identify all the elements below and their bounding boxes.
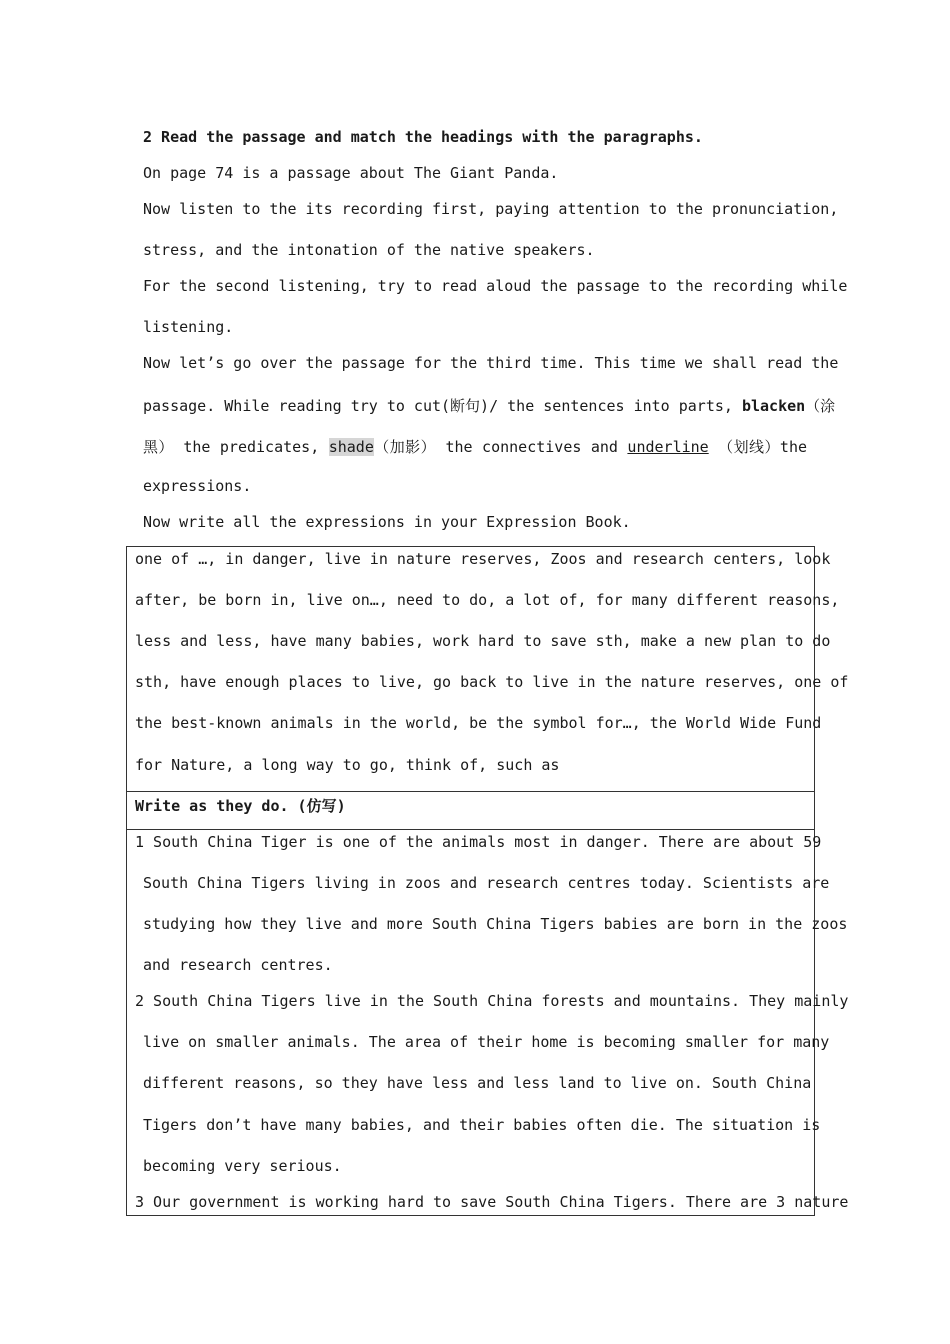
underline-gloss: （划线）the: [718, 438, 808, 456]
paragraph-line: 3 Our government is working hard to save South China Tigers. There are 3 nature: [135, 1193, 849, 1211]
paragraph-line: 1 South China Tiger is one of the animals most in danger. There are about 59: [135, 833, 822, 851]
paragraph-line: Tigers don’t have many babies, and their babies often die. The situation is: [143, 1116, 821, 1134]
instruction-line: listening.: [143, 318, 234, 336]
blacken-gloss: （涂: [805, 397, 836, 415]
paragraph-line: 2 South China Tigers live in the South China forests and mountains. They mainly: [135, 992, 849, 1010]
expression-line: sth, have enough places to live, go back to live in the nature reserves, one of: [135, 673, 849, 691]
expression-line: after, be born in, live on…, need to do, a lot of, for many different reasons,: [135, 591, 840, 609]
shade-term: shade: [328, 438, 374, 456]
instruction-line: expressions.: [143, 477, 252, 495]
expression-line: the best-known animals in the world, be the symbol for…, the World Wide Fund: [135, 714, 822, 732]
instruction-line: [143, 436, 807, 457]
instruction-line: Now let’s go over the passage for the third time. This time we shall read the: [143, 354, 839, 372]
blacken-term: blacken: [741, 397, 806, 415]
exercise-heading: 2 Read the passage and match the headings with the paragraphs.: [143, 128, 703, 146]
instruction-line: Now listen to the its recording first, paying attention to the pronunciation,: [143, 200, 839, 218]
instruction-line: Now write all the expressions in your Expression Book.: [143, 513, 631, 531]
expression-line: one of …, in danger, live in nature reserves, Zoos and research centers, look: [135, 550, 831, 568]
paragraph-line: studying how they live and more South China Tigers babies are born in the zoos: [143, 915, 848, 933]
paragraph-line: becoming very serious.: [143, 1157, 342, 1175]
expression-line: less and less, have many babies, work hard to save sth, make a new plan to do: [135, 632, 831, 650]
paragraph-line: live on smaller animals. The area of their home is becoming smaller for many: [143, 1033, 830, 1051]
instruction-line: stress, and the intonation of the native speakers.: [143, 241, 595, 259]
paragraph-line: and research centres.: [143, 956, 333, 974]
instruction-text: 黑） the predicates,: [143, 438, 320, 456]
underline-term: underline: [627, 438, 709, 456]
instruction-line: On page 74 is a passage about The Giant Panda.: [143, 164, 559, 182]
paragraph-line: different reasons, so they have less and less land to live on. South China: [143, 1074, 812, 1092]
expression-line: for Nature, a long way to go, think of, such as: [135, 756, 560, 774]
instruction-line: For the second listening, try to read aloud the passage to the recording while: [143, 277, 848, 295]
imitate-title: Write as they do. (仿写): [135, 797, 346, 815]
shade-gloss: （加影） the connectives and: [373, 438, 618, 456]
instruction-line: [143, 395, 836, 416]
paragraph-line: South China Tigers living in zoos and research centres today. Scientists are: [143, 874, 830, 892]
instruction-text: passage. While reading try to cut(断句)/ the sentences into parts,: [143, 397, 733, 415]
